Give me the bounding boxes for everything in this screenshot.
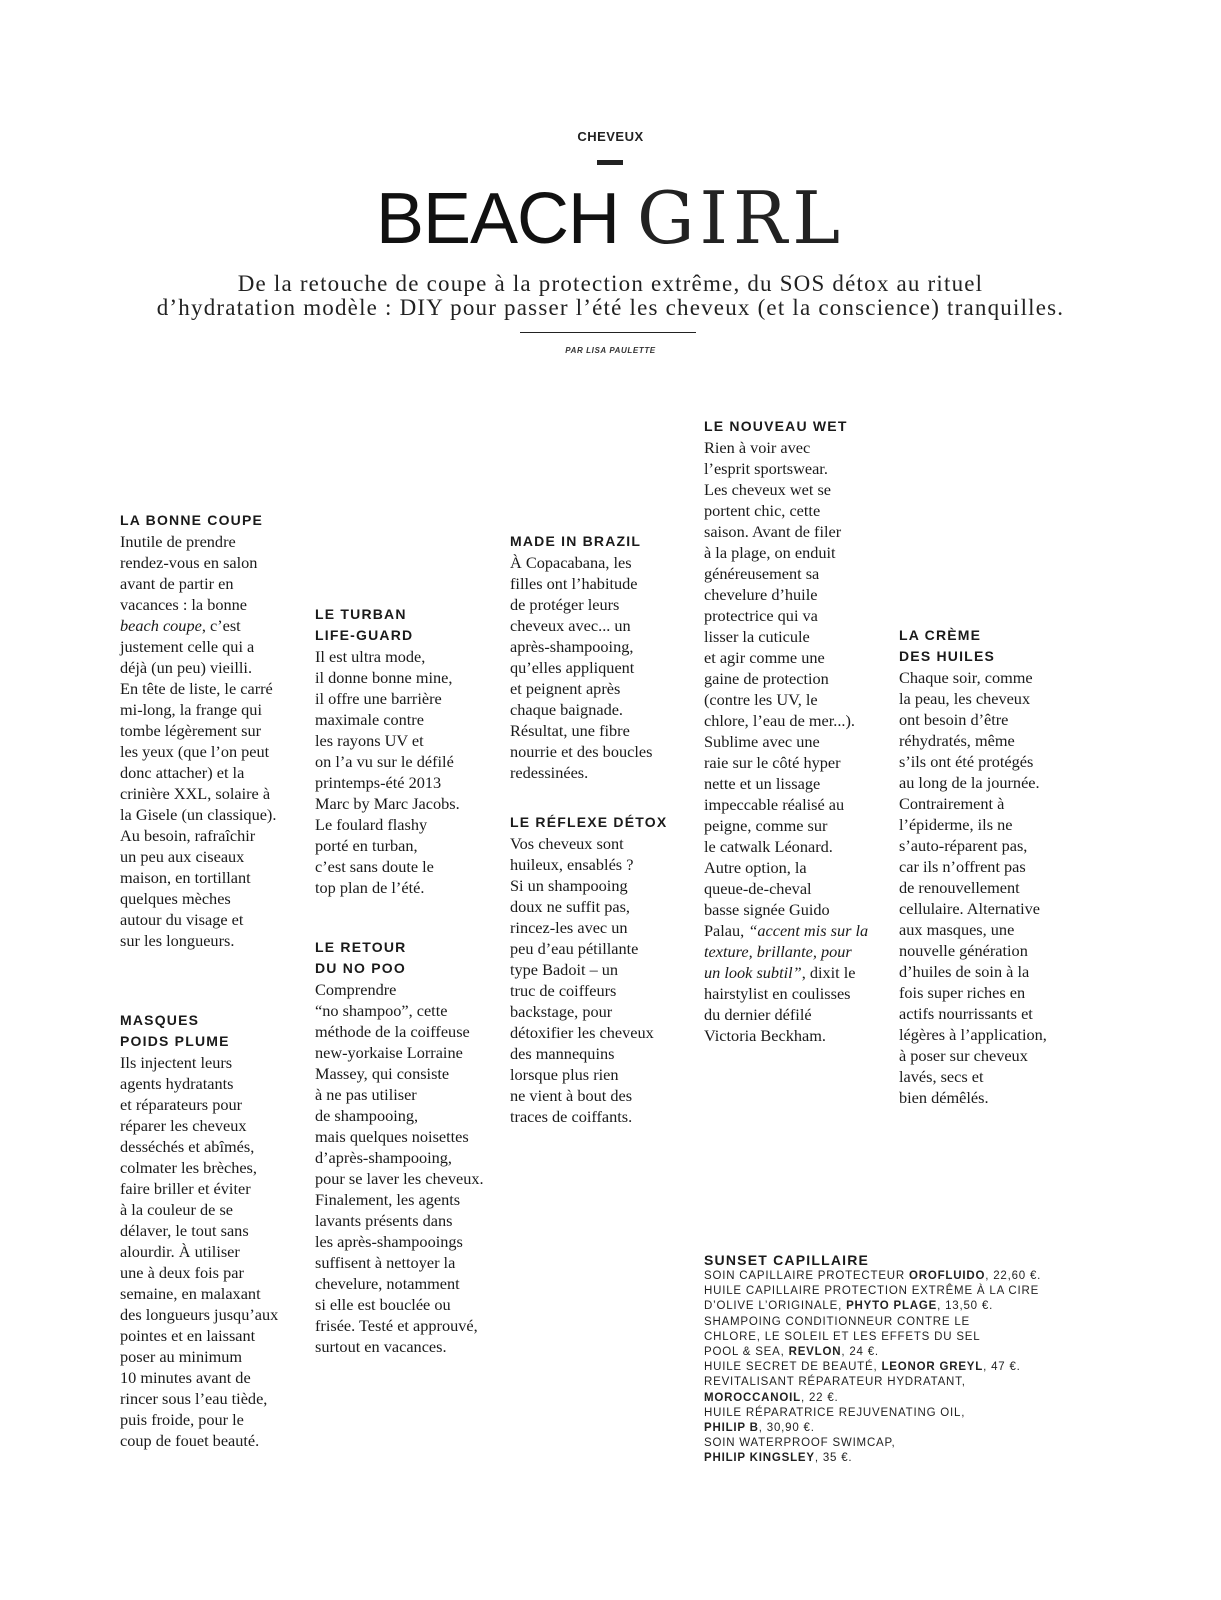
body-line: avant de partir en (120, 574, 234, 593)
body-line: un look subtil”, dixit le (704, 963, 856, 982)
body-line: à poser sur cheveux (899, 1046, 1028, 1065)
section-body (315, 979, 510, 1357)
body-line: lorsque plus rien (510, 1065, 619, 1084)
body-line: l’épiderme, ils ne (899, 815, 1013, 834)
body-line: traces de coiffants. (510, 1107, 633, 1126)
body-line: faire briller et éviter (120, 1179, 251, 1198)
body-line: donc attacher) et la (120, 763, 245, 782)
article-title (0, 178, 1221, 259)
body-line: et peignent après (510, 679, 621, 698)
product-description: SOIN WATERPROOF SWIMCAP, (704, 1437, 896, 1450)
body-line: rincez-les avec un (510, 918, 628, 937)
product-description: CHLORE, LE SOLEIL ET LES EFFETS DU SEL (704, 1330, 981, 1343)
section-reflexe-detox (510, 812, 695, 1127)
body-line: de protéger leurs (510, 595, 620, 614)
body-line: filles ont l’habitude (510, 574, 638, 593)
body-line: réhydratés, même (899, 731, 1015, 750)
body-line: doux ne suffit pas, (510, 897, 630, 916)
body-line: pour se laver les cheveux. (315, 1169, 484, 1188)
body-line: actifs nourrissants et (899, 1004, 1033, 1023)
body-line: quelques mèches (120, 889, 231, 908)
body-line: protectrice qui va (704, 606, 818, 625)
product-description: HUILE RÉPARATRICE REJUVENATING OIL, (704, 1406, 966, 1419)
body-line: de shampooing, (315, 1106, 419, 1125)
product-line (704, 1284, 1124, 1299)
body-line: à la couleur de se (120, 1200, 234, 1219)
heading-line: MASQUES (120, 1012, 200, 1028)
body-line: portent chic, cette (704, 501, 821, 520)
product-brand: REVLON (788, 1346, 842, 1359)
product-price: , 22 €. (800, 1391, 839, 1404)
body-line: Ils injectent leurs (120, 1053, 233, 1072)
body-line: un peu aux ciseaux (120, 847, 245, 866)
body-line: chlore, l’eau de mer...). (704, 711, 855, 730)
section-body (510, 833, 695, 1127)
body-line: beach coupe, c’est (120, 616, 241, 635)
body-line: détoxifier les cheveux (510, 1023, 654, 1042)
product-description: SOIN CAPILLAIRE PROTECTEUR (704, 1270, 909, 1282)
body-line: au long de la journée. (899, 773, 1040, 792)
section-heading (899, 625, 1089, 667)
product-line (704, 1391, 1124, 1406)
body-line: chaque baignade. (510, 700, 624, 719)
kicker-divider (597, 160, 623, 165)
body-line: car ils n’offrent pas (899, 857, 1026, 876)
heading-line: LA BONNE COUPE (120, 512, 264, 528)
body-line: Si un shampooing (510, 876, 628, 895)
body-line: Marc by Marc Jacobs. (315, 794, 460, 813)
body-line: Rien à voir avec (704, 438, 811, 457)
body-line: peigne, comme sur (704, 816, 828, 835)
body-line: les rayons UV et (315, 731, 424, 750)
body-line: Victoria Beckham. (704, 1026, 826, 1045)
product-line (704, 1375, 1124, 1390)
byline: PAR LISA PAULETTE (565, 346, 656, 355)
body-line: la peau, les cheveux (899, 689, 1031, 708)
body-line: c’est sans doute le (315, 857, 434, 876)
body-line: nette et un lissage (704, 774, 821, 793)
body-line: Au besoin, rafraîchir (120, 826, 256, 845)
product-line (704, 1436, 1124, 1451)
body-line: colmater les brèches, (120, 1158, 257, 1177)
section-heading (315, 937, 510, 979)
body-line: déjà (un peu) vieilli. (120, 658, 253, 677)
body-line: tombe légèrement sur (120, 721, 262, 740)
body-line: à ne pas utiliser (315, 1085, 417, 1104)
title-part-1: BEACH (375, 179, 620, 259)
heading-line: LE RETOUR (315, 939, 407, 955)
section-masques (120, 1010, 310, 1451)
product-brand: LEONOR GREYL (881, 1361, 984, 1374)
product-price: , 24 €. (841, 1346, 879, 1359)
body-line: impeccable réalisé au (704, 795, 845, 814)
section-no-poo (315, 937, 510, 1357)
product-description: D’OLIVE L’ORIGINALE, (704, 1300, 847, 1313)
body-line: justement celle qui a (120, 637, 255, 656)
body-line: Palau, “accent mis sur la (704, 921, 869, 940)
sunset-title: SUNSET CAPILLAIRE (704, 1252, 870, 1268)
body-line: truc de coiffeurs (510, 981, 617, 1000)
body-line: la Gisele (un classique). (120, 805, 277, 824)
body-line: le catwalk Léonard. (704, 837, 833, 856)
section-creme-des-huiles (899, 625, 1089, 1108)
section-body (510, 552, 695, 783)
product-description: REVITALISANT RÉPARATEUR HYDRATANT, (704, 1376, 966, 1389)
product-description: HUILE CAPILLAIRE PROTECTION EXTRÊME À LA CIRE (704, 1285, 1040, 1298)
body-line: raie sur le côté hyper (704, 753, 841, 772)
body-line: d’huiles de soin à la (899, 962, 1030, 981)
body-line: autour du visage et (120, 910, 244, 929)
section-made-in-brazil (510, 531, 695, 783)
section-heading (120, 1010, 310, 1052)
product-brand: PHYTO PLAGE (846, 1300, 938, 1313)
body-line: top plan de l’été. (315, 878, 425, 897)
body-line: cheveux avec... un (510, 616, 631, 635)
body-line: Finalement, les agents (315, 1190, 461, 1209)
body-line: redessinées. (510, 763, 589, 782)
body-line: des mannequins (510, 1044, 615, 1063)
heading-line: LA CRÈME (899, 627, 982, 643)
product-line (704, 1406, 1124, 1421)
body-line: il donne bonne mine, (315, 668, 453, 687)
product-price: , 13,50 €. (937, 1300, 994, 1313)
body-line: généreusement sa (704, 564, 820, 583)
product-price: , 47 €. (983, 1361, 1021, 1374)
body-line: queue-de-cheval (704, 879, 812, 898)
body-line: texture, brillante, pour (704, 942, 852, 961)
body-line: nouvelle génération (899, 941, 1028, 960)
article-subtitle (150, 272, 1071, 320)
subtitle-divider (520, 332, 696, 333)
body-line: lisser la cuticule (704, 627, 810, 646)
body-line: les yeux (que l’on peut (120, 742, 270, 761)
body-line: poser au minimum (120, 1347, 243, 1366)
body-line: nourrie et des boucles (510, 742, 653, 761)
body-line: “no shampoo”, cette (315, 1001, 448, 1020)
body-line: suffisent à nettoyer la (315, 1253, 456, 1272)
body-line: pointes et en laissant (120, 1326, 256, 1345)
subtitle-line: d’hydratation modèle : DIY pour passer l’été les cheveux (et la conscience) tranquilles. (156, 295, 1065, 320)
body-line: des longueurs jusqu’aux (120, 1305, 279, 1324)
body-line: Inutile de prendre (120, 532, 236, 551)
body-line: Le foulard flashy (315, 815, 428, 834)
product-line (704, 1330, 1124, 1345)
product-brand: OROFLUIDO (909, 1270, 986, 1282)
body-line: une à deux fois par (120, 1263, 244, 1282)
body-line: Vos cheveux sont (510, 834, 624, 853)
body-line: puis froide, pour le (120, 1410, 244, 1429)
heading-line: LE RÉFLEXE DÉTOX (510, 814, 668, 830)
body-line: surtout en vacances. (315, 1337, 447, 1356)
section-body (899, 667, 1089, 1108)
body-line: fois super riches en (899, 983, 1026, 1002)
body-line: délaver, le tout sans (120, 1221, 249, 1240)
body-line: chevelure, notamment (315, 1274, 460, 1293)
body-line: Résultat, une fibre (510, 721, 630, 740)
body-line: réparer les cheveux (120, 1116, 247, 1135)
body-line: Les cheveux wet se (704, 480, 832, 499)
body-line: desséchés et abîmés, (120, 1137, 255, 1156)
body-line: après-shampooing, (510, 637, 634, 656)
section-nouveau-wet (704, 416, 894, 1046)
heading-line: POIDS PLUME (120, 1033, 230, 1049)
product-price: , 22,60 €. (985, 1270, 1042, 1282)
section-bonne-coupe (120, 510, 300, 951)
body-line: aux masques, une (899, 920, 1015, 939)
body-line: l’esprit sportswear. (704, 459, 828, 478)
body-line: saison. Avant de filer (704, 522, 842, 541)
body-line: du dernier défilé (704, 1005, 812, 1024)
product-line (704, 1299, 1124, 1314)
body-line: on l’a vu sur le défilé (315, 752, 454, 771)
product-description: HUILE SECRET DE BEAUTÉ, (704, 1361, 882, 1374)
heading-line: LE TURBAN (315, 606, 407, 622)
body-line: gaine de protection (704, 669, 829, 688)
heading-line: DU NO POO (315, 960, 406, 976)
product-price: , 30,90 €. (758, 1422, 815, 1435)
section-heading (510, 812, 695, 833)
section-body (704, 437, 894, 1046)
section-kicker: CHEVEUX (577, 129, 644, 144)
body-line: Il est ultra mode, (315, 647, 426, 666)
body-line: Comprendre (315, 980, 397, 999)
heading-line: LE NOUVEAU WET (704, 418, 848, 434)
body-line: À Copacabana, les (510, 553, 632, 572)
body-line: d’après-shampooing, (315, 1148, 452, 1167)
body-line: rincer sous l’eau tiède, (120, 1389, 268, 1408)
body-line: sur les longueurs. (120, 931, 235, 950)
body-line: et agir comme une (704, 648, 825, 667)
title-part-2: GIRL (637, 176, 846, 260)
product-line (704, 1345, 1124, 1360)
product-list (704, 1269, 1124, 1467)
body-line: cellulaire. Alternative (899, 899, 1041, 918)
body-line: chevelure d’huile (704, 585, 818, 604)
body-line: ne vient à bout des (510, 1086, 633, 1105)
body-line: huileux, ensablés ? (510, 855, 634, 874)
body-line: méthode de la coiffeuse (315, 1022, 470, 1041)
product-description: SHAMPOING CONDITIONNEUR CONTRE LE (704, 1315, 971, 1328)
body-line: s’auto-réparent pas, (899, 836, 1028, 855)
heading-line: MADE IN BRAZIL (510, 533, 642, 549)
body-line: printemps-été 2013 (315, 773, 442, 792)
body-line: Autre option, la (704, 858, 807, 877)
body-line: semaine, en malaxant (120, 1284, 261, 1303)
product-line (704, 1315, 1124, 1330)
product-line (704, 1421, 1124, 1436)
body-line: maison, en tortillant (120, 868, 251, 887)
body-line: porté en turban, (315, 836, 418, 855)
body-line: les après-shampooings (315, 1232, 463, 1251)
body-line: et réparateurs pour (120, 1095, 243, 1114)
body-line: 10 minutes avant de (120, 1368, 251, 1387)
body-line: vacances : la bonne (120, 595, 248, 614)
body-line: rendez-vous en salon (120, 553, 258, 572)
body-line: (contre les UV, le (704, 690, 818, 709)
body-line: basse signée Guido (704, 900, 830, 919)
body-line: s’ils ont été protégés (899, 752, 1034, 771)
product-brand: PHILIP KINGSLEY (704, 1452, 815, 1465)
body-line: coup de fouet beauté. (120, 1431, 260, 1450)
product-brand: MOROCCANOIL (704, 1391, 801, 1404)
heading-line: DES HUILES (899, 648, 996, 664)
section-heading (120, 510, 300, 531)
section-body (120, 1052, 310, 1451)
body-line: Sublime avec une (704, 732, 820, 751)
body-line: backstage, pour (510, 1002, 613, 1021)
body-line: agents hydratants (120, 1074, 234, 1093)
sunset-capillaire-box (704, 1251, 1124, 1467)
section-turban (315, 604, 505, 898)
section-body (120, 531, 300, 951)
body-line: qu’elles appliquent (510, 658, 635, 677)
body-line: En tête de liste, le carré (120, 679, 273, 698)
body-line: de renouvellement (899, 878, 1020, 897)
product-line (704, 1451, 1124, 1466)
body-line: crinière XXL, solaire à (120, 784, 271, 803)
body-line: type Badoit – un (510, 960, 619, 979)
product-line (704, 1269, 1124, 1284)
product-brand: PHILIP B (704, 1422, 759, 1435)
body-line: frisée. Testé et approuvé, (315, 1316, 478, 1335)
body-line: peu d’eau pétillante (510, 939, 639, 958)
product-description: POOL & SEA, (704, 1346, 789, 1359)
product-line (704, 1360, 1124, 1375)
body-line: légères à l’application, (899, 1025, 1047, 1044)
heading-line: LIFE-GUARD (315, 627, 414, 643)
body-line: Chaque soir, comme (899, 668, 1033, 687)
body-line: il offre une barrière (315, 689, 442, 708)
section-heading (315, 604, 505, 646)
body-line: mais quelques noisettes (315, 1127, 469, 1146)
body-line: Contrairement à (899, 794, 1005, 813)
body-line: hairstylist en coulisses (704, 984, 851, 1003)
body-line: mi-long, la frange qui (120, 700, 262, 719)
body-line: lavés, secs et (899, 1067, 984, 1086)
product-price: , 35 €. (814, 1452, 853, 1465)
body-line: ont besoin d’être (899, 710, 1009, 729)
body-line: Massey, qui consiste (315, 1064, 450, 1083)
section-heading (510, 531, 695, 552)
body-line: bien démêlés. (899, 1088, 989, 1107)
body-line: alourdir. À utiliser (120, 1242, 240, 1261)
body-line: lavants présents dans (315, 1211, 453, 1230)
body-line: à la plage, on enduit (704, 543, 836, 562)
body-line: maximale contre (315, 710, 424, 729)
section-body (315, 646, 505, 898)
section-heading (704, 416, 894, 437)
body-line: new-yorkaise Lorraine (315, 1043, 463, 1062)
body-line: si elle est bouclée ou (315, 1295, 451, 1314)
subtitle-line: De la retouche de coupe à la protection extrême, du SOS détox au rituel (237, 271, 984, 296)
